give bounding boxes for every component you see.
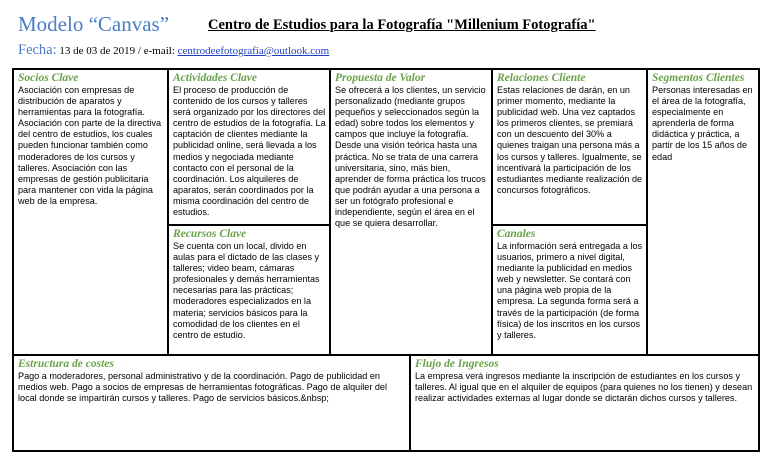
propuesta-valor-title: Propuesta de Valor (335, 72, 426, 84)
cell-estructura-costes (13, 355, 410, 451)
flujo-ingresos-title: Flujo de Ingresos (415, 358, 499, 370)
actividades-clave-title: Actividades Clave (173, 72, 257, 84)
canales-text: La información será entregada a los usuarios, primero a nivel digital, mediante la publicidad en medios web y newsletter. Se contará con una página web propia de la empresa. La segunda forma será a través de la participación (de forma física) de los inscritos en los cursos y talleres. (497, 241, 643, 340)
cell-actividades-clave (168, 69, 330, 225)
date-value: 13 de 03 de 2019 / e-mail: (59, 45, 175, 57)
email-link[interactable]: centrodeefotografia@outlook.com (177, 45, 330, 57)
cell-canales (492, 225, 647, 355)
cell-flujo-ingresos (410, 355, 759, 451)
socios-clave-title: Socios Clave (18, 72, 79, 84)
segmentos-clientes-title: Segmentos Clientes (652, 72, 745, 84)
canales-title: Canales (497, 228, 536, 240)
cell-propuesta-valor (330, 69, 492, 355)
segmentos-clientes-text: Personas interesadas en el área de la fotografía, especialmente en aprenderla de forma didáctica y práctica, a partir de los 15 años de edad (652, 85, 753, 162)
actividades-clave-text: El proceso de producción de contenido de los cursos y talleres será organizado por los directores del centro de estudios de la fotografía. La captación de clientes mediante la publicidad online, será llevada a los medios y negociada mediante contacto con el personal de la coordinación. Los alquileres de aparatos, serán coordinados por la misma coordinación del centro de estudios. (173, 85, 326, 218)
estructura-costes-text: Pago a moderadores, personal administrativo y de la coordinación. Pago de publicidad en medios web. Pago a socios de empresas de herramientas fotográficas. Pago de alquiler del local donde se impartirán cursos y talleres. Pago de servicios básicos.&nbsp; (18, 371, 388, 404)
page-subtitle: Centro de Estudios para la Fotografía "Millenium Fotografía" (208, 17, 596, 33)
page-title: Modelo “Canvas” (18, 12, 170, 36)
propuesta-valor-text: Se ofrecerá a los clientes, un servicio personalizado (mediante grupos pequeños y seleccionados según la edad) sobre todos los elementos y campos que incluye la fotografía. Desde una visión teórica hasta una práctica. No se trata de una carrera universitaria, sino, más bien, aprender de forma práctica los trucos que podrán ayudar a una persona a ser un fotógrafo profesional e independiente, según el área en el que se quiera desarrollar. (335, 85, 486, 229)
flujo-ingresos-text: La empresa verá ingresos mediante la inscripción de estudiantes en los cursos y talleres. Al igual que en el alquiler de equipos (para quienes no los tienen) y desean realizar actividades externas al lugar donde se dictarán dichos cursos y talleres. (415, 371, 753, 404)
cell-recursos-clave (168, 225, 330, 355)
cell-segmentos-clientes (647, 69, 759, 355)
estructura-costes-title: Estructura de costes (18, 358, 114, 370)
business-model-canvas (12, 68, 760, 452)
cell-socios-clave (13, 69, 168, 355)
date-label: Fecha: (18, 42, 57, 58)
relaciones-cliente-title: Relaciones Cliente (497, 72, 586, 84)
recursos-clave-text: Se cuenta con un local, divido en aulas para el dictado de las clases y talleres; video beam, cámaras profesionales y demás herramientas necesarias para las prácticas; moderadores especializados en la materia; servicios básicos para la comodidad de los clientes en el centro de estudio. (173, 241, 320, 340)
cell-relaciones-cliente (492, 69, 647, 225)
recursos-clave-title: Recursos Clave (173, 228, 247, 240)
date-line (18, 42, 329, 59)
relaciones-cliente-text: Estas relaciones de darán, en un primer momento, mediante la publicidad web. Una vez captados los primeros clientes, se premiará con un descuento del 30% a quienes traigan una persona más a los cursos y talleres. Igualmente, se incentivará la participación de los estudiantes mediante realización de concursos fotográficos. (497, 85, 643, 195)
socios-clave-text: Asociación con empresas de distribución de aparatos y herramientas para la fotografía. Asociación con parte de la directiva del centro de estudios, los cuales pueden funcionar también como moderadores de los cursos y talleres. Asociación con las empresas de gestión publicitaria para mantener con vida la página web de la empresa. (18, 85, 162, 206)
